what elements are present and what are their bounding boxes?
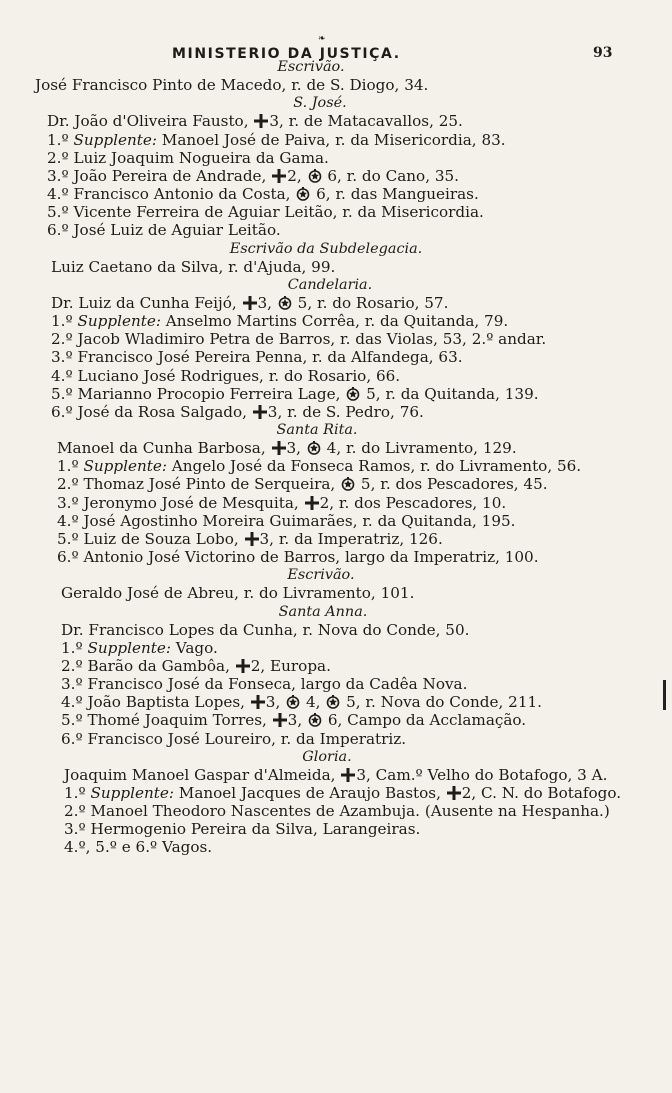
entry-text: 4.º Francisco Antonio da Costa,: [47, 185, 296, 204]
entry-text: 6.º Antonio José Victorino de Barros, largo da Imperatriz, 100.: [57, 548, 539, 567]
order-cross-icon: [447, 786, 461, 800]
entry-text: 6, r. das Mangueiras.: [311, 185, 479, 204]
entry-text: José Francisco Pinto de Macedo, r. de S. Diogo, 34.: [35, 76, 429, 95]
supplente-label: Supplente:: [73, 130, 157, 149]
entry-text: Manoel Jacques de Araujo Bastos,: [173, 784, 446, 802]
order-medal-icon: [308, 169, 322, 183]
entry-text: 2.º Barão da Gambôa,: [61, 656, 235, 675]
order-cross-icon: [251, 695, 265, 709]
entry-line: [51, 385, 539, 403]
order-cross-icon: [253, 405, 267, 419]
order-medal-icon: [308, 713, 322, 727]
entry-text: Angelo José da Fonseca Ramos, r. do Livramento, 56.: [166, 457, 582, 476]
entry-text: Geraldo José de Abreu, r. do Livramento, 101.: [61, 584, 415, 603]
order-cross-icon: [254, 114, 268, 128]
entry-line: [64, 820, 420, 838]
entry-line: [57, 457, 581, 475]
entry-text: 3,: [265, 693, 286, 712]
section-heading: Gloria.: [302, 748, 352, 765]
entry-line: [57, 512, 515, 530]
order-medal-icon: [286, 695, 300, 709]
supplente-label: Supplente:: [90, 784, 174, 802]
supplente-label: Supplente:: [83, 457, 167, 476]
entry-line: [47, 221, 281, 239]
entry-line: [57, 530, 443, 548]
entry-text: 6, r. do Cano, 35.: [322, 166, 460, 185]
entry-line: [61, 639, 218, 657]
order-medal-icon: [278, 296, 292, 310]
section-heading: S. José.: [293, 95, 347, 112]
entry-line: [61, 693, 542, 711]
entry-text: 6.º José da Rosa Salgado,: [51, 402, 252, 421]
entry-text: 3.º Hermogenio Pereira da Silva, Larangeiras.: [64, 820, 421, 839]
entry-line: [64, 784, 621, 802]
entry-text: 3.º Jeronymo José de Mesquita,: [57, 493, 304, 512]
entry-line: [57, 475, 548, 493]
entry-text: 2,: [287, 166, 307, 185]
entry-text: 2, r. dos Pescadores, 10.: [319, 493, 507, 512]
entry-line: [61, 621, 469, 639]
entry-text: 3,: [287, 711, 307, 730]
entry-text: 3,: [286, 439, 306, 458]
supplente-label: Supplente:: [77, 312, 161, 331]
running-header: MINISTERIO DA JUSTIÇA.: [172, 46, 401, 62]
entry-text: 3,: [257, 293, 277, 312]
entry-text: 3, r. da Imperatriz, 126.: [259, 529, 443, 548]
entry-line: [51, 348, 463, 366]
entry-text: 3.º Francisco José da Fonseca, largo da Cadêa Nova.: [61, 675, 468, 694]
entry-text: Manoel da Cunha Barbosa,: [57, 439, 271, 458]
entry-line: [47, 112, 463, 130]
entry-text: 3.º João Pereira de Andrade,: [47, 166, 272, 185]
entry-line: [51, 403, 424, 421]
entry-line: [47, 167, 459, 185]
section-heading: Escrivão.: [277, 59, 345, 75]
entry-line: [64, 838, 212, 856]
order-cross-icon: [341, 768, 355, 782]
order-cross-icon: [273, 713, 287, 727]
entry-text: 6.º Francisco José Loureiro, r. da Imperatriz.: [61, 729, 407, 748]
entry-text: Dr. João d'Oliveira Fausto,: [47, 112, 254, 131]
entry-text: 1.º: [64, 784, 91, 802]
entry-line: [47, 203, 484, 221]
entry-text: 4.º José Agostinho Moreira Guimarães, r. da Quitanda, 195.: [57, 511, 516, 530]
entry-text: 2, C. N. do Botafogo.: [461, 784, 622, 802]
entry-text: 2, Europa.: [250, 656, 331, 675]
entry-line: [57, 494, 506, 512]
entry-text: 6, Campo da Acclamação.: [323, 711, 527, 730]
page-number: 93: [593, 45, 613, 61]
entry-text: Vago.: [170, 638, 218, 657]
entry-line: [61, 711, 526, 729]
entry-text: 4.º, 5.º e 6.º Vagos.: [64, 838, 213, 857]
entry-text: 5, r. dos Pescadores, 45.: [356, 475, 548, 494]
entry-text: 5.º Vicente Ferreira de Aguiar Leitão, r. da Misericordia.: [47, 203, 484, 222]
entry-line: [61, 730, 406, 748]
entry-text: 3, Cam.º Velho do Botafogo, 3 A.: [356, 765, 608, 784]
ornament: ❧: [318, 34, 326, 44]
section-heading: Candelaria.: [287, 276, 373, 293]
entry-line: [57, 548, 539, 566]
entry-line: [47, 149, 329, 167]
section-heading: Escrivão da Subdelegacia.: [229, 240, 423, 257]
order-cross-icon: [305, 496, 319, 510]
entry-text: 1.º: [61, 638, 88, 657]
entry-line: [61, 657, 331, 675]
entry-text: 1.º: [51, 312, 78, 331]
entry-line: [61, 584, 414, 602]
section-heading: Santa Rita.: [276, 422, 358, 438]
entry-text: 2.º Thomaz José Pinto de Serqueira,: [57, 475, 341, 494]
order-cross-icon: [272, 441, 286, 455]
order-cross-icon: [236, 659, 250, 673]
entry-line: [57, 439, 517, 457]
entry-text: 2.º Jacob Wladimiro Petra de Barros, r. das Violas, 53, 2.º andar.: [51, 330, 547, 349]
order-cross-icon: [243, 296, 257, 310]
order-medal-icon: [346, 387, 360, 401]
entry-text: Anselmo Martins Corrêa, r. da Quitanda, 79.: [160, 312, 509, 331]
entry-text: 1.º: [47, 130, 74, 149]
entry-line: [35, 76, 428, 94]
order-medal-icon: [341, 477, 355, 491]
entry-line: [64, 766, 607, 784]
entry-line: [47, 185, 479, 203]
entry-text: 4.º João Baptista Lopes,: [61, 693, 250, 712]
order-medal-icon: [326, 695, 340, 709]
order-cross-icon: [272, 169, 286, 183]
entry-text: 4.º Luciano José Rodrigues, r. do Rosario, 66.: [51, 366, 401, 385]
entry-text: 5, r. Nova do Conde, 211.: [341, 693, 542, 712]
entry-text: 2.º Manoel Theodoro Nascentes de Azambuja. (Ausente na Hespanha.): [64, 802, 610, 821]
entry-line: [51, 367, 400, 385]
entry-text: 4, r. do Livramento, 129.: [321, 439, 517, 458]
entry-line: [64, 802, 610, 820]
entry-text: 3, r. de S. Pedro, 76.: [267, 402, 424, 421]
order-medal-icon: [296, 187, 310, 201]
entry-text: Dr. Francisco Lopes da Cunha, r. Nova do Conde, 50.: [61, 620, 470, 639]
entry-text: 5.º Luiz de Souza Lobo,: [57, 529, 244, 548]
entry-text: 4,: [301, 693, 326, 712]
entry-text: 5.º Thomé Joaquim Torres,: [61, 711, 272, 730]
entry-text: 3.º Francisco José Pereira Penna, r. da Alfandega, 63.: [51, 348, 463, 367]
entry-text: 5.º Marianno Procopio Ferreira Lage,: [51, 384, 346, 403]
entry-text: 5, r. do Rosario, 57.: [292, 293, 449, 312]
entry-text: 1.º: [57, 457, 84, 476]
entry-line: [61, 675, 467, 693]
entry-text: Dr. Luiz da Cunha Feijó,: [51, 293, 242, 312]
order-cross-icon: [245, 532, 259, 546]
entry-text: Joaquim Manoel Gaspar d'Almeida,: [64, 765, 341, 784]
margin-mark: [663, 680, 666, 710]
entry-text: 6.º José Luiz de Aguiar Leitão.: [47, 221, 281, 240]
section-heading: Santa Anna.: [278, 603, 368, 620]
entry-text: 2.º Luiz Joaquim Nogueira da Gama.: [47, 148, 329, 167]
entry-line: [51, 294, 448, 312]
entry-line: [51, 330, 546, 348]
entry-text: 3, r. de Matacavallos, 25.: [269, 112, 463, 131]
supplente-label: Supplente:: [87, 638, 171, 657]
entry-text: Luiz Caetano da Silva, r. d'Ajuda, 99.: [51, 257, 336, 276]
entry-line: [47, 131, 506, 149]
order-medal-icon: [307, 441, 321, 455]
entry-text: Manoel José de Paiva, r. da Misericordia, 83.: [156, 130, 506, 149]
entry-text: 5, r. da Quitanda, 139.: [361, 384, 539, 403]
section-heading: Escrivão.: [287, 567, 355, 584]
entry-line: [51, 258, 335, 276]
entry-line: [51, 312, 508, 330]
